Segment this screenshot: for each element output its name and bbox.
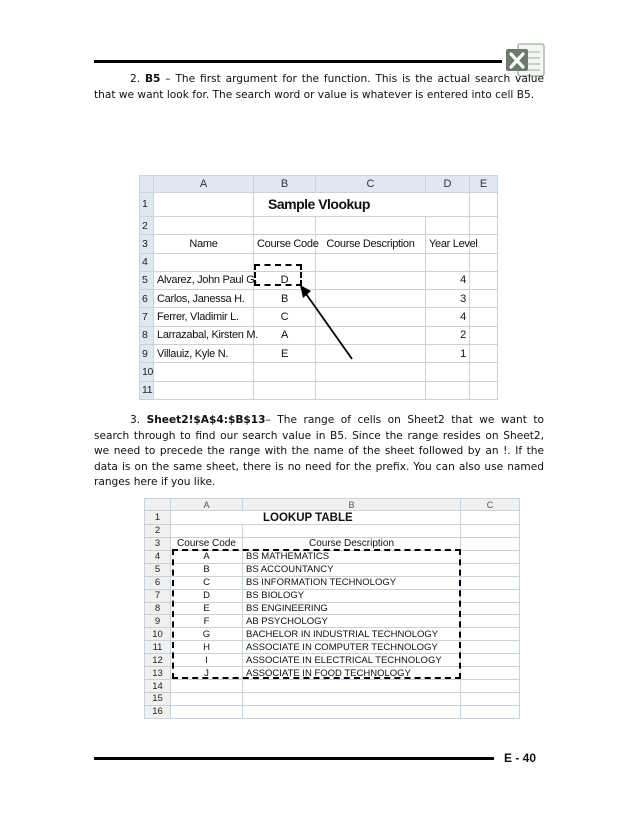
cell[interactable] — [470, 308, 498, 326]
column-header-b[interactable]: B — [243, 499, 461, 511]
column-header-d[interactable]: D — [426, 176, 470, 193]
cell[interactable] — [461, 692, 520, 705]
table-row — [145, 628, 520, 641]
course-code-cell[interactable]: E — [171, 602, 243, 615]
course-code-cell[interactable]: D — [254, 271, 316, 289]
lookup-table-sheet — [144, 498, 519, 719]
cell[interactable] — [316, 253, 426, 271]
cell[interactable] — [470, 193, 498, 217]
header-year-level[interactable]: Year Level — [426, 235, 470, 253]
column-header-c[interactable]: C — [461, 499, 520, 511]
row-header[interactable]: 9 — [140, 345, 154, 363]
cell[interactable] — [154, 363, 254, 381]
cell[interactable] — [461, 525, 520, 538]
course-description-cell[interactable]: ASSOCIATE IN ELECTRICAL TECHNOLOGY — [243, 654, 461, 667]
row-header[interactable]: 8 — [140, 326, 154, 344]
course-code-cell[interactable]: C — [254, 308, 316, 326]
table-row — [145, 615, 520, 628]
course-code-cell[interactable]: B — [254, 290, 316, 308]
cell[interactable] — [461, 705, 520, 718]
cell[interactable] — [171, 705, 243, 718]
cell[interactable] — [154, 216, 254, 234]
course-code-cell[interactable]: F — [171, 615, 243, 628]
course-code-cell[interactable]: B — [171, 563, 243, 576]
lookup-table-title[interactable]: LOOKUP TABLE — [171, 511, 461, 525]
row-header[interactable]: 3 — [145, 537, 171, 550]
header-course-description[interactable]: Course Description — [316, 235, 426, 253]
course-description-cell[interactable]: BS BIOLOGY — [243, 589, 461, 602]
cell[interactable] — [254, 216, 316, 234]
row-header[interactable]: 15 — [145, 692, 171, 705]
table-row — [145, 654, 520, 667]
row-header[interactable]: 7 — [145, 589, 171, 602]
header-course-code[interactable]: Course Code — [171, 537, 243, 550]
course-code-cell[interactable]: E — [254, 345, 316, 363]
cell[interactable] — [461, 654, 520, 667]
course-code-cell[interactable]: A — [171, 550, 243, 563]
row-header[interactable]: 13 — [145, 667, 171, 680]
column-header-a[interactable]: A — [171, 499, 243, 511]
cell[interactable] — [154, 253, 254, 271]
cell[interactable] — [243, 692, 461, 705]
cell[interactable] — [470, 271, 498, 289]
course-code-cell[interactable]: D — [171, 589, 243, 602]
cell[interactable] — [171, 680, 243, 693]
cell[interactable] — [470, 363, 498, 381]
course-description-cell[interactable]: BS MATHEMATICS — [243, 550, 461, 563]
cell[interactable] — [461, 667, 520, 680]
year-level-cell[interactable]: 1 — [426, 345, 470, 363]
cell[interactable] — [461, 550, 520, 563]
row-header[interactable]: 5 — [145, 563, 171, 576]
row-header[interactable]: 12 — [145, 654, 171, 667]
course-code-cell[interactable]: C — [171, 576, 243, 589]
table-row — [145, 589, 520, 602]
row-header[interactable]: 4 — [140, 253, 154, 271]
student-name[interactable]: Ferrer, Vladimir L. — [154, 308, 254, 326]
cell[interactable] — [461, 641, 520, 654]
cell[interactable] — [426, 216, 470, 234]
row-header[interactable]: 2 — [145, 525, 171, 538]
header-course-description[interactable]: Course Description — [243, 537, 461, 550]
column-header-b[interactable]: B — [254, 176, 316, 193]
course-description-cell[interactable]: BS ACCOUNTANCY — [243, 563, 461, 576]
row-header[interactable]: 10 — [145, 628, 171, 641]
column-header-c[interactable]: C — [316, 176, 426, 193]
cell[interactable] — [171, 692, 243, 705]
cell[interactable] — [243, 680, 461, 693]
row-header[interactable]: 16 — [145, 705, 171, 718]
sheet2-grid — [144, 498, 520, 719]
cell[interactable] — [254, 253, 316, 271]
row-header[interactable]: 5 — [140, 271, 154, 289]
header-rule — [94, 60, 502, 63]
course-description-cell[interactable]: ASSOCIATE IN FOOD TECHNOLOGY — [243, 667, 461, 680]
cell[interactable] — [470, 290, 498, 308]
cell[interactable] — [426, 381, 470, 399]
cell[interactable] — [461, 511, 520, 525]
cell[interactable] — [470, 216, 498, 234]
cell[interactable] — [316, 216, 426, 234]
row-header[interactable]: 6 — [140, 290, 154, 308]
cell[interactable] — [461, 537, 520, 550]
cell[interactable] — [154, 193, 254, 217]
cell[interactable] — [461, 615, 520, 628]
term-b5: B5 — [144, 73, 161, 85]
cell[interactable] — [461, 602, 520, 615]
cell[interactable] — [243, 525, 461, 538]
table-row — [145, 602, 520, 615]
cell[interactable] — [461, 576, 520, 589]
row-header[interactable]: 2 — [140, 216, 154, 234]
cell[interactable] — [470, 326, 498, 344]
course-code-cell[interactable]: G — [171, 628, 243, 641]
row-header[interactable]: 8 — [145, 602, 171, 615]
cell[interactable] — [461, 680, 520, 693]
row-header[interactable]: 10 — [140, 363, 154, 381]
cell[interactable] — [426, 253, 470, 271]
cell[interactable] — [171, 525, 243, 538]
table-row — [145, 576, 520, 589]
row-header[interactable]: 3 — [140, 235, 154, 253]
year-level-cell[interactable]: 3 — [426, 290, 470, 308]
cell[interactable] — [316, 363, 426, 381]
table-row — [145, 667, 520, 680]
row-header[interactable]: 11 — [140, 381, 154, 399]
course-description-cell[interactable]: BS ENGINEERING — [243, 602, 461, 615]
course-code-cell[interactable]: I — [171, 654, 243, 667]
row-header[interactable]: 1 — [140, 193, 154, 217]
course-description-cell[interactable]: BACHELOR IN INDUSTRIAL TECHNOLOGY — [243, 628, 461, 641]
course-description-cell[interactable]: ASSOCIATE IN COMPUTER TECHNOLOGY — [243, 641, 461, 654]
table-row — [145, 550, 520, 563]
cell[interactable] — [316, 381, 426, 399]
course-code-cell[interactable]: H — [171, 641, 243, 654]
table-row — [145, 563, 520, 576]
student-name[interactable]: Alvarez, John Paul G. — [154, 271, 254, 289]
course-description-cell[interactable]: BS INFORMATION TECHNOLOGY — [243, 576, 461, 589]
year-level-cell[interactable]: 4 — [426, 308, 470, 326]
footer-rule — [94, 757, 494, 760]
paragraph-b5: 2. B5 – The first argument for the function. This is the actual search value that we want look for. The search word or value is whatever is entered into cell B5. — [94, 73, 544, 101]
pointer-arrow — [290, 275, 360, 365]
student-name[interactable]: Larrazabal, Kirsten M. — [154, 326, 254, 344]
row-header[interactable]: 1 — [145, 511, 171, 525]
column-header-e[interactable]: E — [470, 176, 498, 193]
student-name[interactable]: Carlos, Janessa H. — [154, 290, 254, 308]
cell[interactable] — [461, 628, 520, 641]
header-course-code[interactable]: Course Code — [254, 235, 316, 253]
cell[interactable] — [243, 705, 461, 718]
page-number: E - 40 — [504, 751, 537, 765]
term-range: Sheet2!$A$4:$B$13 — [146, 414, 266, 426]
cell[interactable] — [254, 363, 316, 381]
cell[interactable] — [461, 589, 520, 602]
course-description-cell[interactable]: AB PSYCHOLOGY — [243, 615, 461, 628]
cell[interactable] — [470, 345, 498, 363]
cell[interactable] — [154, 381, 254, 399]
row-header[interactable]: 6 — [145, 576, 171, 589]
row-header[interactable]: 4 — [145, 550, 171, 563]
cell[interactable] — [254, 381, 316, 399]
year-level-cell[interactable]: 4 — [426, 271, 470, 289]
course-code-cell[interactable]: A — [254, 326, 316, 344]
header-name[interactable]: Name — [154, 235, 254, 253]
select-all-corner[interactable] — [140, 176, 154, 193]
row-header[interactable]: 14 — [145, 680, 171, 693]
year-level-cell[interactable]: 2 — [426, 326, 470, 344]
student-name[interactable]: Villauiz, Kyle N. — [154, 345, 254, 363]
row-header[interactable]: 7 — [140, 308, 154, 326]
cell[interactable] — [470, 253, 498, 271]
row-header[interactable]: 11 — [145, 641, 171, 654]
cell[interactable] — [461, 563, 520, 576]
course-code-cell[interactable]: J — [171, 667, 243, 680]
row-header[interactable]: 9 — [145, 615, 171, 628]
select-all-corner[interactable] — [145, 499, 171, 511]
cell[interactable] — [470, 381, 498, 399]
sheet-title[interactable]: Sample Vlookup — [254, 193, 470, 217]
table-row — [145, 641, 520, 654]
paragraph-range: 3. Sheet2!$A$4:$B$13– The range of cells on Sheet2 that we want to search through to find our search value in B5. Since the range resides on Sheet2, we need to precede the range with the name of the sheet followed by an !. If the data is on the same sheet, there is no need for the prefix. You can also use named ranges here if you like. — [94, 414, 544, 488]
cell[interactable] — [426, 363, 470, 381]
column-header-a[interactable]: A — [154, 176, 254, 193]
